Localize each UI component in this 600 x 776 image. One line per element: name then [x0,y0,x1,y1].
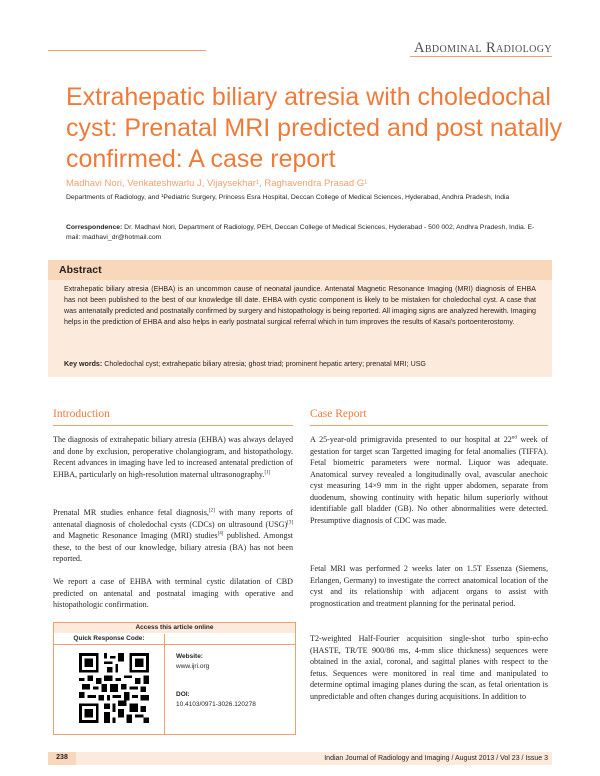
intro-paragraph-1 [53,434,293,480]
qr-label: Quick Response Code: [54,634,164,645]
intro-p1-text: The diagnosis of extrahepatic biliary atresia (EHBA) was always delayed and done by exclusion, peroperative cholangiogram, and histopathology. Recent advances in imaging have led to increased antenatal prediction of EHBA, particularly on high-resolution maternal ultrasonography. [53,435,293,479]
abstract-text: Extrahepatic biliary atresia (EHBA) is an uncommon cause of neonatal jaundice. Antenatal Magnetic Resonance Imaging (MRI) diagnosis of EHBA has not been published to the best of our knowledge till date. EHBA with cystic component is likely to be mistaken for choledochal cyst. A case that was antenatally predicted and postnatally confirmed by surgery and histopathology is being reported. All imaging signs are analyzed herewith. Imaging helps in the prediction of EHBA and also helps in early postnatal surgical referral which in turn improves the results of Kasai's portoenterostomy. [64,285,536,326]
author-list: Madhavi Nori, Venkateshwarlu J, Vijaysekhar¹, Raghavendra Prasad G¹ [66,178,368,189]
introduction-heading: Introduction [53,408,110,420]
case-p1-text-b: week of gestation for target scan Targetted imaging for fetal anomalies (TIFFA). Fetal biometric parameters were normal. Liquor was adequate. Anatomical survey revealed a longitudinally oval, avascular anechoic cyst measuring 14×9 mm in the right upper abdomen, separate from duodenum, showing continuity with hepatic hilum superiorly without identifiable gall bladder (GB). No other abnormalities were detected. Presumptive diagnosis of CDC was made. [310,435,548,525]
ref-4[interactable]: [4] [217,531,224,537]
header-rule-left [48,50,206,51]
intro-p2-text-c: and Magnetic Resonance Imaging (MRI) studies [53,531,218,541]
article-title: Extrahepatic biliary atresia with choledochal cyst: Prenatal MRI predicted and post natally confirmed: A case report [66,83,563,173]
correspondence [66,223,536,242]
correspondence-text: Dr. Madhavi Nori, Department of Radiology, PEH, Deccan College of Medical Sciences, Hyderabad - 500 002, Andhra Pradesh, India. E-mail: madhavi_dr@hotmail.com [66,224,535,241]
affiliations: Departments of Radiology, and ¹Pediatric Surgery, Princess Esra Hospital, Deccan College of Medical Sciences, Hyderabad, Andhra Pradesh, India [66,194,510,201]
case-paragraph-2: Fetal MRI was performed 2 weeks later on 1.5T Essenza (Siemens, Erlangen, Germany) to investigate the correct anatomical location of the cyst and its relationship with adjacent organs to assist with prognostication and treatment planning for the perinatal period. [310,564,548,608]
case-paragraph-3: T2-weighted Half-Fourier acquisition single-shot turbo spin-echo (HASTE, TR/TE 900/86 ms, 4-mm slice thickness) sequences were obtained in the axial, coronal, and sagittal planes with respect to the fetus. Sequences were monitored in real time and manipulated to determine optimal imaging planes during the scan, as fetal orientation is unpredictable and often changes during acquisitions. In addition to [310,634,548,701]
ordinal-suffix: nd [511,435,517,441]
case-report-rule [310,425,548,426]
introduction-rule [53,425,293,426]
ref-1[interactable]: [1] [264,469,271,475]
abstract-heading: Abstract [59,264,102,276]
keywords-text: Choledochal cyst; extrahepatic biliary atresia; ghost triad; prominent hepatic artery; prenatal MRI; USG [102,360,426,368]
intro-paragraph-3: We report a case of EHBA with terminal cystic dilatation of CBD predicted on antenatal and postnatal imaging with operative and histopathologic confirmation. [53,577,293,610]
case-report-heading: Case Report [310,408,367,420]
ref-3[interactable]: [3] [287,519,293,525]
intro-p2-text-d: published. Amongst these, to the best of our knowledge, biliary atresia (BA) has not been reported. [53,531,293,564]
abstract-box [48,260,552,377]
abstract-header-bar [48,260,552,280]
doi-label: DOI: [176,691,190,698]
access-column-divider [164,634,165,734]
ref-2[interactable]: [2] [208,508,215,514]
header-rule-right [410,56,552,57]
intro-p2-text-b: with many reports of antenatal diagnosis of choledochal cysts (CDCs) on ultrasound (USG) [53,508,293,529]
qr-code-icon[interactable] [79,653,149,723]
doi-link[interactable]: 10.4103/0971-3026.120278 [176,701,256,708]
website-link[interactable]: www.ijri.org [176,663,210,670]
case-p1-text-a: A 25-year-old primigravida presented to our hospital at 22 [310,435,512,444]
keywords [64,360,536,368]
case-paragraph-1 [310,434,548,526]
page-number: 238 [56,754,68,761]
correspondence-label: Correspondence: [66,224,123,231]
access-online-box [53,622,296,735]
access-heading: Access this article online [54,623,295,633]
journal-citation: Indian Journal of Radiology and Imaging / August 2013 / Vol 23 / Issue 3 [324,755,548,762]
intro-paragraph-2 [53,507,293,565]
website-label: Website: [176,653,203,660]
intro-p2-text-a: Prenatal MR studies enhance fetal diagnosis, [53,508,209,517]
section-title: Abdominal Radiology [413,40,552,56]
keywords-label: Key words: [64,360,103,368]
